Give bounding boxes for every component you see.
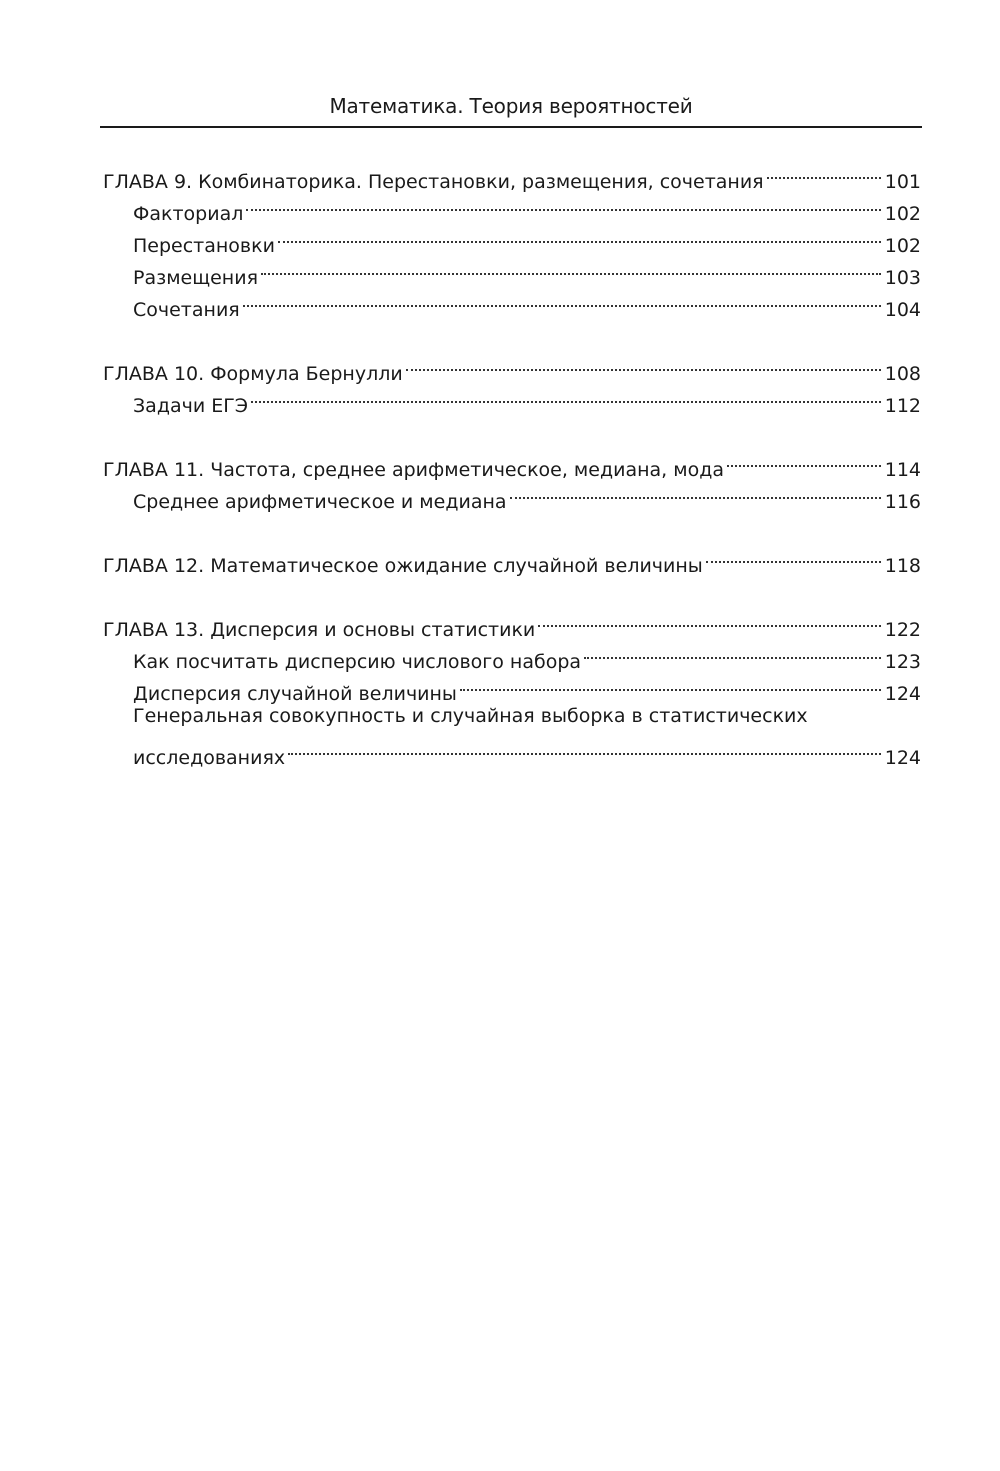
table-of-contents bbox=[103, 156, 921, 796]
dot-leader bbox=[288, 732, 881, 764]
dot-leader bbox=[767, 156, 881, 188]
toc-page-number: 104 bbox=[884, 299, 921, 321]
toc-page-number: 102 bbox=[884, 203, 921, 225]
toc-entry-label-line1: Генеральная совокупность и случайная выборка в статистических bbox=[133, 705, 808, 727]
toc-page-number: 102 bbox=[884, 235, 921, 257]
toc-page-number: 123 bbox=[884, 651, 921, 673]
dot-leader bbox=[460, 668, 881, 700]
toc-page-number: 108 bbox=[884, 363, 921, 385]
toc-chapter-heading[interactable] bbox=[103, 348, 921, 385]
dot-leader bbox=[261, 252, 881, 284]
dot-leader bbox=[251, 380, 881, 412]
toc-page-number: 122 bbox=[884, 619, 921, 641]
toc-chapter-11 bbox=[103, 444, 921, 513]
toc-page-number: 118 bbox=[884, 555, 921, 577]
toc-entry-wrapped[interactable] bbox=[103, 700, 921, 769]
toc-entry-label: ГЛАВА 9. Комбинаторика. Перестановки, размещения, сочетания bbox=[103, 171, 764, 193]
dot-leader bbox=[706, 540, 881, 572]
toc-entry-label: Как посчитать дисперсию числового набора bbox=[133, 651, 582, 673]
toc-entry-label: ГЛАВА 13. Дисперсия и основы статистики bbox=[103, 619, 536, 641]
dot-leader bbox=[243, 284, 881, 316]
toc-chapter-10 bbox=[103, 348, 921, 417]
dot-leader bbox=[406, 348, 881, 380]
toc-entry-label: Среднее арифметическое и медиана bbox=[133, 491, 507, 513]
toc-entry-label: Факториал bbox=[133, 203, 244, 225]
toc-page-number: 103 bbox=[884, 267, 921, 289]
toc-chapter-12 bbox=[103, 540, 921, 577]
page-header bbox=[100, 92, 922, 128]
toc-page-number: 116 bbox=[884, 491, 921, 513]
toc-entry-label: Сочетания bbox=[133, 299, 240, 321]
toc-chapter-heading[interactable] bbox=[103, 540, 921, 577]
toc-entry-label-line2: исследованиях bbox=[133, 747, 286, 769]
toc-page-number: 114 bbox=[884, 459, 921, 481]
toc-entry-label: Дисперсия случайной величины bbox=[133, 683, 457, 705]
dot-leader bbox=[278, 220, 881, 252]
toc-chapter-13 bbox=[103, 604, 921, 769]
dot-leader bbox=[246, 188, 880, 220]
dot-leader bbox=[538, 604, 880, 636]
toc-page-number: 112 bbox=[884, 395, 921, 417]
dot-leader bbox=[727, 444, 881, 476]
toc-page-number: 124 bbox=[884, 683, 921, 705]
toc-entry-line2 bbox=[133, 732, 921, 769]
toc-entry-label: Задачи ЕГЭ bbox=[133, 395, 249, 417]
dot-leader bbox=[510, 476, 881, 508]
toc-chapter-heading[interactable] bbox=[103, 604, 921, 641]
toc-entry-label: ГЛАВА 12. Математическое ожидание случайной величины bbox=[103, 555, 703, 577]
toc-chapter-heading[interactable] bbox=[103, 156, 921, 193]
running-title: Математика. Теория вероятностей bbox=[329, 94, 693, 118]
toc-page-number: 124 bbox=[884, 747, 921, 769]
toc-entry-label: ГЛАВА 11. Частота, среднее арифметическое, медиана, мода bbox=[103, 459, 724, 481]
toc-page-number: 101 bbox=[884, 171, 921, 193]
toc-chapter-9 bbox=[103, 156, 921, 321]
dot-leader bbox=[584, 636, 881, 668]
toc-chapter-heading[interactable] bbox=[103, 444, 921, 481]
toc-entry-label: Перестановки bbox=[133, 235, 275, 257]
toc-entry-label: ГЛАВА 10. Формула Бернулли bbox=[103, 363, 403, 385]
toc-entry-label: Размещения bbox=[133, 267, 259, 289]
